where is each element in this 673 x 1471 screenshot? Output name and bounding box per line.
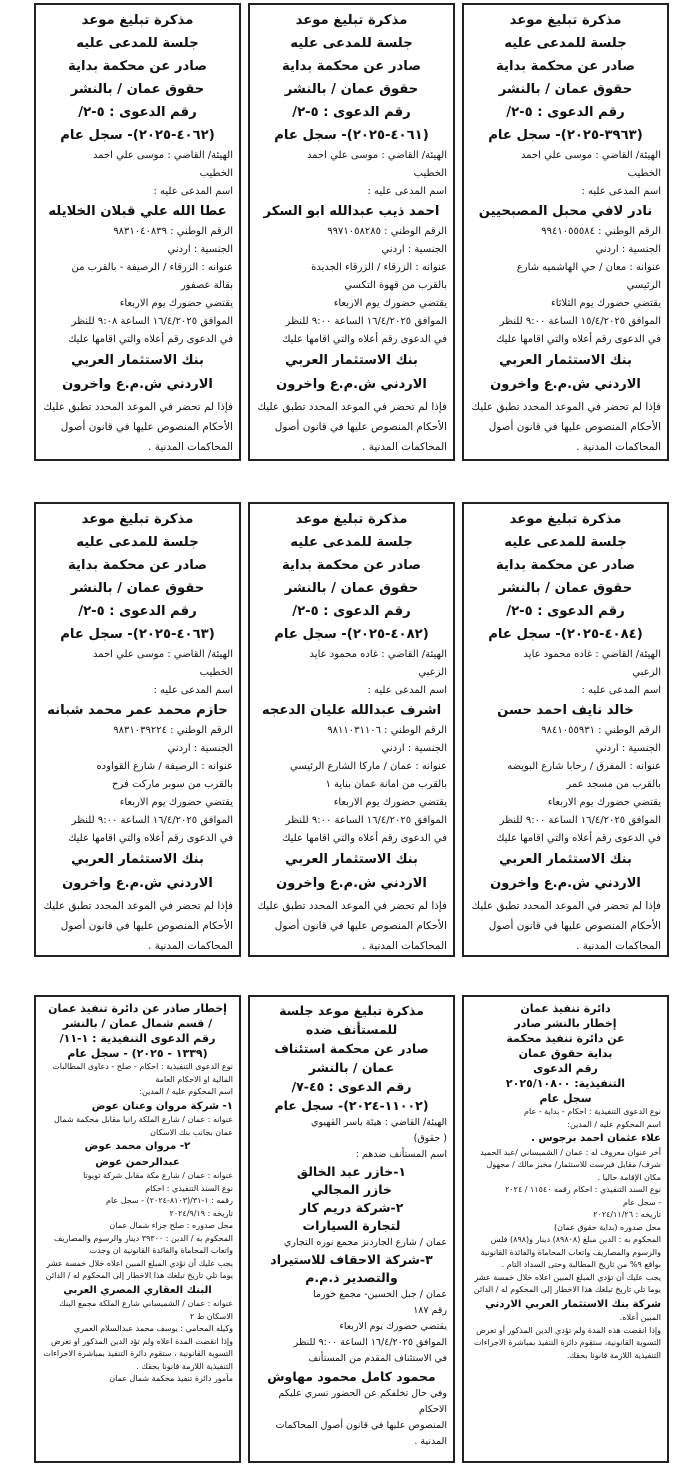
panel-cont: الخطيب bbox=[199, 168, 233, 179]
notice-title: صادر عن محكمة بداية bbox=[496, 59, 635, 74]
plaintiff-line: الاردني ش.م.ع واخرون bbox=[62, 876, 213, 891]
notice-title: مذكرة تبليغ موعد جلسة bbox=[279, 1003, 424, 1018]
panel: الهيئة/ القاضي : موسى علي احمد bbox=[306, 150, 447, 161]
footer-line: فإذا لم تحضر في الموعد المحدد تطبق عليك bbox=[43, 900, 233, 912]
address-line: عنوانه : الرصيفة / شارع القواوده bbox=[96, 761, 233, 772]
notice-title: صادر عن محكمة بداية bbox=[282, 59, 421, 74]
instrument-register: - سجل عام bbox=[622, 1197, 661, 1207]
creditor-name: شركة بنك الاستثمار العربي الاردني bbox=[485, 1298, 661, 1310]
address-line: عنوانه : الزرقاء / الرصيفة - بالقرب من bbox=[71, 262, 233, 273]
hearing-date: الموافق ١٦/٤/٢٠٢٥ الساعة ٩:٠٠ للنظر bbox=[293, 1337, 447, 1348]
hearing-day: يقتضي حضورك يوم الثلاثاء bbox=[551, 298, 661, 309]
plaintiff-line: بنك الاستثمار العربي bbox=[499, 852, 632, 867]
footer-line: المحاكمات المدنية . bbox=[148, 940, 233, 952]
notice-title: جلسة للمدعى عليه bbox=[290, 535, 413, 550]
notice-title: جلسة للمدعى عليه bbox=[76, 535, 199, 550]
debtor-name: علاء عثمان احمد برجوس . bbox=[531, 1133, 661, 1144]
notice-title: مذكرة تبليغ موعد bbox=[509, 13, 622, 28]
closing-line: مأمور دائرة تنفيذ محكمة شمال عمان bbox=[109, 1374, 233, 1383]
nationality: الجنسية : اردني bbox=[595, 244, 661, 255]
case-label: رقم الدعوى : ٤٥-٧/ bbox=[291, 1079, 412, 1094]
address-line: بالقرب من سوبر ماركت فرح bbox=[112, 779, 233, 790]
notice-title: للمستأنف ضده bbox=[305, 1022, 398, 1037]
footer-line: المحاكمات المدنية . bbox=[576, 441, 661, 453]
plaintiff-line: الاردني ش.م.ع واخرون bbox=[62, 377, 213, 392]
footer-line: المحاكمات المدنية . bbox=[576, 940, 661, 952]
notice-box-4 bbox=[462, 502, 669, 957]
national-id: الرقم الوطني : ٩٩٤١٠٥٥٥٨٤ bbox=[541, 226, 661, 237]
notice-title: جلسة للمدعى عليه bbox=[504, 36, 627, 51]
hearing-day: يقتضي حضورك يوم الاربعاء bbox=[339, 1321, 447, 1332]
case-label: رقم الدعوى التنفيذية : ١-١١/ bbox=[59, 1032, 216, 1045]
plaintiff-line: بنك الاستثمار العربي bbox=[71, 353, 204, 368]
debtor-label: اسم المحكوم عليه / المدين: bbox=[139, 1087, 233, 1096]
address-line: بالقرب من امانة عمان بناية ١ bbox=[325, 779, 447, 790]
notice-title: حقوق عمان / بالنشر bbox=[284, 581, 419, 596]
footer-line: فإذا لم تحضر في الموعد المحدد تطبق عليك bbox=[471, 401, 661, 413]
respondent-address: رقم ١٨٧ bbox=[413, 1305, 447, 1316]
notice-title: عن دائرة تنفيذ محكمة bbox=[506, 1032, 625, 1045]
notice-title: صادر عن محكمة بداية bbox=[496, 558, 635, 573]
footer-line: المحاكمات المدنية . bbox=[362, 940, 447, 952]
defendant-name: نادر لافي محبل المصبحيين bbox=[478, 204, 653, 219]
notice-title: مذكرة تبليغ موعد bbox=[81, 13, 194, 28]
respondent-name: ٢-شركة دريم كار bbox=[299, 1200, 404, 1215]
address-line: بقالة عصفور bbox=[180, 280, 233, 291]
national-id: الرقم الوطني : ٩٩٧١٠٥٨٢٨٥ bbox=[327, 226, 447, 237]
case-number: (٤٠٦٣-٢٠٢٥)- سجل عام bbox=[60, 627, 215, 642]
notice-title: إخطار صادر عن دائرة تنفيذ عمان bbox=[48, 1002, 227, 1015]
footer-line: الأحكام المنصوص عليها في قانون أصول bbox=[274, 421, 447, 433]
footer-line: فإذا لم تحضر في الموعد المحدد تطبق عليك bbox=[257, 401, 447, 413]
footer-line: الاحكام bbox=[419, 1404, 447, 1415]
panel: الهيئة/ القاضي : موسى علي احمد bbox=[92, 150, 233, 161]
notice-title: مذكرة تبليغ موعد bbox=[295, 13, 408, 28]
notice-box-5 bbox=[248, 502, 455, 957]
notice-title: بداية حقوق عمان bbox=[518, 1047, 613, 1060]
case-register: سجل عام bbox=[539, 1092, 592, 1105]
footer-line: فإذا لم تحضر في الموعد المحدد تطبق عليك bbox=[471, 900, 661, 912]
closing-line: وإذا انقضت المدة اعلاه ولم تؤد الدين المذكور او تعرض التسوية القانونية ، ستقوم دائرة التنفيذ بمباشرة الاجراءات التنفيذية اللازمة قانونا بحقك . bbox=[43, 1336, 233, 1371]
hearing-date: الموافق ١٦/٤/٢٠٢٥ الساعة ٩:٠٨ للنظر bbox=[71, 316, 233, 327]
hearing-note: في الاستئناف المقدم من المستأنف bbox=[308, 1353, 447, 1364]
notice-box-3 bbox=[34, 3, 241, 461]
notice-title: جلسة للمدعى عليه bbox=[504, 535, 627, 550]
case-label: رقم الدعوى : ٥-٢/ bbox=[292, 604, 411, 619]
footer-line: المحاكمات المدنية . bbox=[148, 441, 233, 453]
address-line: الرئيسي bbox=[626, 280, 661, 291]
nationality: الجنسية : اردني bbox=[167, 743, 233, 754]
national-id: الرقم الوطني : ٩٨٤١٠٥٥٩٣١ bbox=[541, 725, 661, 736]
address-line: بالقرب من مسجد عمر bbox=[566, 779, 661, 790]
plaintiff-line: بنك الاستثمار العربي bbox=[71, 852, 204, 867]
plaintiff-line: الاردني ش.م.ع واخرون bbox=[276, 876, 427, 891]
instrument-type: نوع السند التنفيذي : احكام رقمه ١١٥٤٠ / ٢٠٢٤ bbox=[505, 1185, 661, 1194]
respondent-name: لتجارة السيارات bbox=[302, 1218, 401, 1233]
hearing-day: يقتضي حضورك يوم الاربعاء bbox=[119, 797, 233, 808]
case-type: نوع الدعوى التنفيذية : احكام - بداية - عام bbox=[524, 1107, 661, 1116]
defendant-name: اشرف عبدالله عليان الدعجه bbox=[261, 703, 442, 718]
hearing-date: الموافق ١٦/٤/٢٠٢٥ الساعة ٩:٠٠ للنظر bbox=[499, 815, 661, 826]
detail-line: المحكوم به / الدين : ٣٩٣٠٠ دينار والرسوم والمصاريف واتعاب المحاماة والفائدة القانونية ان وجدت bbox=[54, 1233, 233, 1255]
footer-line: الأحكام المنصوص عليها في قانون أصول bbox=[274, 920, 447, 932]
hearing-date: الموافق ١٦/٤/٢٠٢٥ الساعة ٩:٠٠ للنظر bbox=[285, 815, 447, 826]
debtor-address: عنوانه : عمان / شارع الملكة رانيا مقابل محكمة شمال عمان بجانب بنك الاسكان bbox=[53, 1115, 233, 1137]
plaintiff-line: بنك الاستثمار العربي bbox=[499, 353, 632, 368]
case-label: رقم الدعوى : ٥-٢/ bbox=[506, 604, 625, 619]
respondent-address: عمان / شارع الجاردنز مجمع نوره التجاري bbox=[283, 1237, 447, 1248]
plaintiff-line: بنك الاستثمار العربي bbox=[285, 852, 418, 867]
issuing-court: محل صدوره (بداية حقوق عمان) bbox=[553, 1222, 661, 1232]
detail-line: محل صدوره : صلح جزاء شمال عمان bbox=[109, 1221, 233, 1230]
case-label: رقم الدعوى : ٥-٢/ bbox=[78, 105, 197, 120]
defendant-name: عطا الله علي قبلان الخلايله bbox=[48, 204, 227, 219]
panel-cont: الزعبي bbox=[632, 667, 661, 678]
panel-cont: ( حقوق) bbox=[413, 1133, 447, 1144]
respondent-address: عمان / جبل الحسين- مجمع خورما bbox=[312, 1289, 447, 1300]
panel-cont: الخطيب bbox=[627, 168, 661, 179]
nationality: الجنسية : اردني bbox=[381, 244, 447, 255]
notice-box-1 bbox=[462, 3, 669, 461]
hearing-note: في الدعوى رقم أعلاه والتي اقامها عليك bbox=[496, 833, 661, 844]
hearing-note: في الدعوى رقم أعلاه والتي اقامها عليك bbox=[68, 334, 233, 345]
case-label: رقم الدعوى : ٥-٢/ bbox=[506, 105, 625, 120]
notice-title: جلسة للمدعى عليه bbox=[290, 36, 413, 51]
case-label: رقم الدعوى : ٥-٢/ bbox=[78, 604, 197, 619]
notice-title: حقوق عمان / بالنشر bbox=[70, 581, 205, 596]
notice-title: عمان / بالنشر bbox=[308, 1060, 395, 1075]
respondent-name: ٣-شركة الاحقاف للاستيراد bbox=[270, 1252, 433, 1267]
notice-title: دائرة تنفيذ عمان bbox=[520, 1002, 611, 1015]
notice-box-2 bbox=[248, 3, 455, 461]
footer-line: فإذا لم تحضر في الموعد المحدد تطبق عليك bbox=[43, 401, 233, 413]
notice-title: حقوق عمان / بالنشر bbox=[498, 82, 633, 97]
footer-line: الأحكام المنصوص عليها في قانون أصول bbox=[60, 421, 233, 433]
respondent-name: خازر المجالي bbox=[311, 1182, 392, 1197]
detail-line: رقمه : ١-٣١/(٨١٠٣-٢٠٢٤) - سجل عام bbox=[106, 1196, 233, 1205]
defendant-label: اسم المدعى عليه : bbox=[581, 186, 661, 197]
footer-line: الأحكام المنصوص عليها في قانون أصول bbox=[60, 920, 233, 932]
notice-title: مذكرة تبليغ موعد bbox=[509, 512, 622, 527]
debtor-name: عبدالرحمن عوض bbox=[95, 1156, 180, 1168]
hearing-note: في الدعوى رقم أعلاه والتي اقامها عليك bbox=[282, 334, 447, 345]
respondent-name: ١-خازر عبد الخالق bbox=[296, 1164, 407, 1179]
appeal-notice-box bbox=[248, 995, 455, 1463]
closing-note: وإذا انقضت هذه المدة ولم تؤدي الدين المذكور أو تعرض التسوية القانونية، ستقوم دائرة التنفيذ بمباشرة الاجراءات التنفيذية اللازمة قانونا بحقك. bbox=[473, 1325, 661, 1360]
notice-title: صادر عن محكمة بداية bbox=[68, 558, 207, 573]
hearing-date: الموافق ١٦/٤/٢٠٢٥ الساعة ٩:٠٠ للنظر bbox=[71, 815, 233, 826]
address-line: عنوانه : الزرقاء / الزرقاء الجديدة bbox=[311, 262, 447, 273]
defendant-label: اسم المدعى عليه : bbox=[581, 685, 661, 696]
hearing-day: يقتضي حضورك يوم الاربعاء bbox=[547, 797, 661, 808]
hearing-day: يقتضي حضورك يوم الاربعاء bbox=[119, 298, 233, 309]
footer-line: وفي حال تخلفكم عن الحضور تسري عليكم bbox=[278, 1388, 447, 1399]
case-type: نوع الدعوى التنفيذية : احكام - صلح - دعاوى المطالبات المالية او الاحكام العامة bbox=[52, 1062, 233, 1084]
nationality: الجنسية : اردني bbox=[167, 244, 233, 255]
creditor-name: البنك العقاري المصري العربي bbox=[63, 1284, 212, 1296]
payment-demand: يجب عليك أن تؤدي المبلغ المبين اعلاه خلال خمسة عشر يوما تلي تاريخ تبلغك هذا الاخطار إلى المحكوم له / الدائن bbox=[473, 1272, 661, 1294]
notice-title: حقوق عمان / بالنشر bbox=[284, 82, 419, 97]
hearing-note: في الدعوى رقم أعلاه والتي اقامها عليك bbox=[496, 334, 661, 345]
debtor-label: اسم المحكوم عليه / المدين: bbox=[567, 1119, 661, 1129]
defendant-label: اسم المدعى عليه : bbox=[153, 186, 233, 197]
debtor-name: ٢- مروان محمد عوض bbox=[84, 1141, 191, 1152]
plaintiff-line: الاردني ش.م.ع واخرون bbox=[490, 377, 641, 392]
address-line: عنوانه : المفرق / رحابا شارع البويضه bbox=[507, 761, 661, 772]
appellant-name: محمود كامل محمود مهاوش bbox=[267, 1369, 436, 1384]
hearing-note: في الدعوى رقم أعلاه والتي اقامها عليك bbox=[68, 833, 233, 844]
closing-line: وكيله المحامي : يوسف محمد عبدالسلام العمري bbox=[73, 1324, 233, 1333]
case-number: (٣٩٦٣-٢٠٢٥)- سجل عام bbox=[488, 128, 643, 143]
address-line: عنوانه : معان / حي الهاشميه شارع bbox=[516, 262, 661, 273]
hearing-date: الموافق ١٥/٤/٢٠٢٥ الساعة ٩:٠٠ للنظر bbox=[499, 316, 661, 327]
defendant-label: اسم المدعى عليه : bbox=[367, 685, 447, 696]
panel: الهيئة/ القاضي : غاده محمود عايد bbox=[523, 649, 661, 660]
notice-box-6 bbox=[34, 502, 241, 957]
hearing-day: يقتضي حضورك يوم الاربعاء bbox=[333, 797, 447, 808]
footer-line: المنصوص عليها في قانون أصول المحاكمات bbox=[275, 1420, 447, 1431]
plaintiff-line: الاردني ش.م.ع واخرون bbox=[276, 377, 427, 392]
debtor-name: ١- شركة مروان وعنان عوض bbox=[91, 1100, 233, 1112]
respondent-name: والتصدير ذ.م.م bbox=[305, 1270, 398, 1285]
case-number: (١٣٣٩ - ٢٠٢٥) - سجل عام bbox=[67, 1047, 208, 1060]
panel: الهيئة/ القاضي : هيئة ياسر القهيوي bbox=[311, 1117, 447, 1128]
defendant-name: خالد نايف احمد حسن bbox=[497, 703, 634, 718]
notice-title: صادر عن محكمة استئناف bbox=[274, 1041, 429, 1056]
national-id: الرقم الوطني : ٩٨٣١٠٤٠٨٣٩ bbox=[113, 226, 233, 237]
case-number: (١١٠٠٢-٢٠٢٤)- سجل عام bbox=[274, 1098, 429, 1113]
panel-cont: الخطيب bbox=[413, 168, 447, 179]
footer-line: الأحكام المنصوص عليها في قانون أصول bbox=[488, 421, 661, 433]
address-line: بالقرب من قهوة التكسي bbox=[344, 280, 447, 291]
notice-title: حقوق عمان / بالنشر bbox=[70, 82, 205, 97]
creditor-note: المبين أعلاه. bbox=[619, 1313, 661, 1322]
footer-line: الأحكام المنصوص عليها في قانون أصول bbox=[488, 920, 661, 932]
notice-title: جلسة للمدعى عليه bbox=[76, 36, 199, 51]
panel-cont: الزعبي bbox=[418, 667, 447, 678]
hearing-note: في الدعوى رقم أعلاه والتي اقامها عليك bbox=[282, 833, 447, 844]
footer-line: المدنية . bbox=[414, 1436, 447, 1447]
panel: الهيئة/ القاضي : غاده محمود عايد bbox=[309, 649, 447, 660]
defendant-name: حازم محمد عمر محمد شبانه bbox=[47, 703, 228, 718]
nationality: الجنسية : اردني bbox=[595, 743, 661, 754]
notice-title: إخطار بالنشر صادر bbox=[514, 1017, 617, 1030]
detail-line: يجب عليك أن تؤدي المبلغ المبين اعلاه خلال خمسة عشر يوما تلي تاريخ تبلغك هذا الاخطار إلى المحكوم له / الدائن bbox=[45, 1258, 233, 1280]
footer-line: المحاكمات المدنية . bbox=[362, 441, 447, 453]
footer-line: فإذا لم تحضر في الموعد المحدد تطبق عليك bbox=[257, 900, 447, 912]
address-line: عنوانه : عمان / ماركا الشارع الرئيسي bbox=[289, 761, 447, 772]
plaintiff-line: الاردني ش.م.ع واخرون bbox=[490, 876, 641, 891]
notice-title: مذكرة تبليغ موعد bbox=[295, 512, 408, 527]
case-label: رقم الدعوى : ٥-٢/ bbox=[292, 105, 411, 120]
panel-cont: الخطيب bbox=[199, 667, 233, 678]
instrument-date: تاريخه : ٢٠٢٤/١١/٢٦ bbox=[593, 1210, 661, 1219]
detail-line: تاريخه : ٢٠٢٤/٩/١٩ bbox=[169, 1208, 233, 1218]
hearing-day: يقتضي حضورك يوم الاربعاء bbox=[333, 298, 447, 309]
national-id: الرقم الوطني : ٩٨١١٠٣١١٠٦ bbox=[327, 725, 447, 736]
notice-title: مذكرة تبليغ موعد bbox=[81, 512, 194, 527]
judgment-amount: المحكوم به : الدين مبلغ (٨٩٨٠٨) دينار و(٨٩٨) فلس والرسوم والمصاريف واتعاب المحاماة والفائدة القانونية بواقع ٩% من تاريخ المطالبة وحتى السداد التام . bbox=[480, 1235, 661, 1269]
case-number: (٤٠٦١-٢٠٢٥)- سجل عام bbox=[274, 128, 429, 143]
plaintiff-line: بنك الاستثمار العربي bbox=[285, 353, 418, 368]
detail-line: نوع السند التنفيذي : احكام bbox=[145, 1183, 233, 1193]
north-execution-notice-box bbox=[34, 995, 241, 1463]
panel: الهيئة/ القاضي : موسى علي احمد bbox=[520, 150, 661, 161]
notice-title: رقم الدعوى bbox=[533, 1062, 598, 1075]
respondents-label: اسم المستأنف ضدهم : bbox=[355, 1149, 447, 1160]
panel: الهيئة/ القاضي : موسى علي احمد bbox=[92, 649, 233, 660]
notice-title: حقوق عمان / بالنشر bbox=[498, 581, 633, 596]
notice-title: صادر عن محكمة بداية bbox=[282, 558, 421, 573]
national-id: الرقم الوطني : ٩٨٣١٠٣٩٢٢٤ bbox=[113, 725, 233, 736]
case-number: (٤٠٦٢-٢٠٢٥)- سجل عام bbox=[60, 128, 215, 143]
notice-title: / قسم شمال عمان / بالنشر bbox=[62, 1017, 213, 1030]
detail-line: عنوانه : عمان / شارع مكة مقابل شركة تويوتا bbox=[83, 1171, 233, 1180]
debtor-address: أخر عنوان معروف له : عمان / الشميساني /عبد الحميد شرف/ مقابل فيرست للاستثمار/ مخبز مالك / مجهول مكان الإقامة حاليا . bbox=[480, 1147, 661, 1182]
hearing-date: الموافق ١٦/٤/٢٠٢٥ الساعة ٩:٠٠ للنظر bbox=[285, 316, 447, 327]
defendant-label: اسم المدعى عليه : bbox=[153, 685, 233, 696]
defendant-name: احمد ذيب عبدالله ابو السكر bbox=[263, 204, 440, 219]
case-number: التنفيذية: ٢٠٢٥/١٠٨٠٠ bbox=[505, 1077, 626, 1090]
closing-line: عنوانه : عمان / الشميساني شارع الملكة مجمع البنك الاسكان ط ٢ bbox=[59, 1299, 233, 1321]
nationality: الجنسية : اردني bbox=[381, 743, 447, 754]
execution-notice-box bbox=[462, 995, 669, 1463]
case-number: (٤٠٨٢-٢٠٢٥)- سجل عام bbox=[274, 627, 429, 642]
case-number: (٤٠٨٤-٢٠٢٥)- سجل عام bbox=[488, 627, 643, 642]
defendant-label: اسم المدعى عليه : bbox=[367, 186, 447, 197]
notice-title: صادر عن محكمة بداية bbox=[68, 59, 207, 74]
